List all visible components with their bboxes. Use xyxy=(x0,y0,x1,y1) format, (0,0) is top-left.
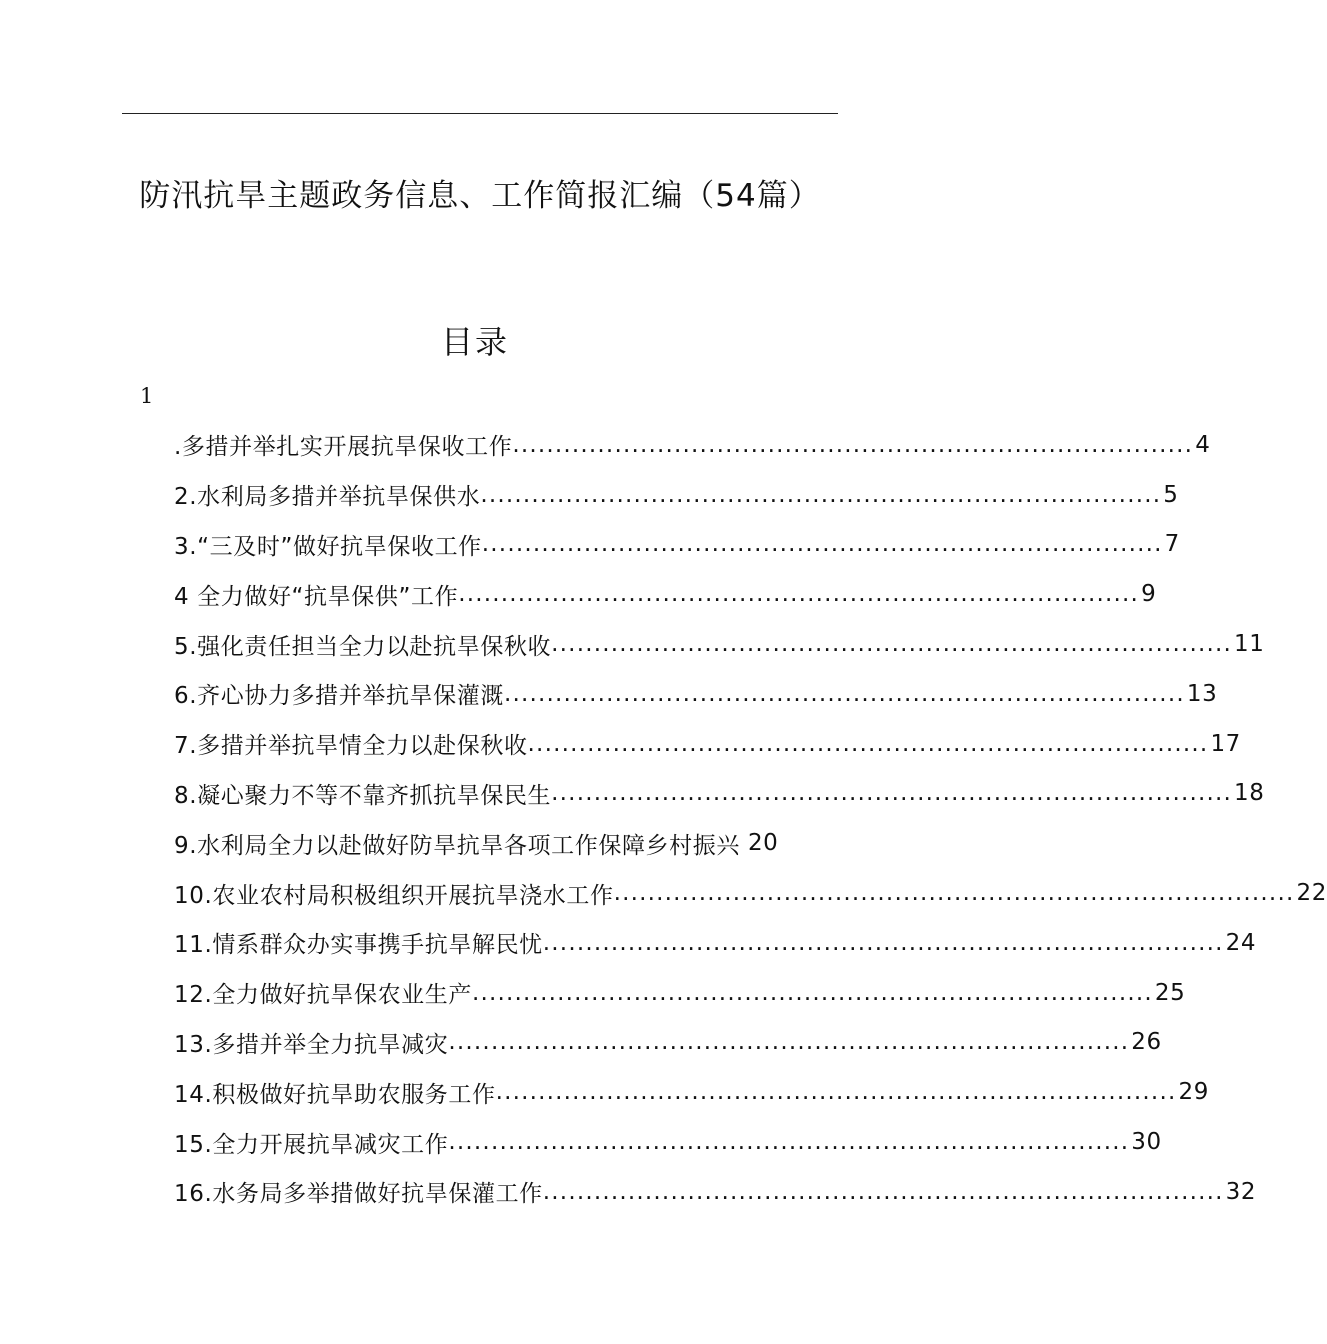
toc-entry-label: 7.多措并举抗旱情全力以赴保秋收 xyxy=(174,733,528,760)
toc-leader: ................................................................................ xyxy=(551,780,1233,807)
toc-entry[interactable] xyxy=(174,669,1218,719)
toc-entry-label: 9.水利局全力以赴做好防旱抗旱各项工作保障乡村振兴 xyxy=(174,832,740,859)
toc-entry-page: 4 xyxy=(1195,431,1211,458)
toc-entry-label: 8.凝心聚力不等不靠齐抓抗旱保民生 xyxy=(174,782,552,809)
toc-leader: ................................................................................ xyxy=(448,1029,1130,1056)
toc-entry-page: 7 xyxy=(1164,531,1180,558)
document-title: 防汛抗旱主题政务信息、工作简报汇编（54篇） xyxy=(139,178,821,214)
toc-leader: ................................................................................ xyxy=(481,531,1163,558)
toc-entry-page: 22 xyxy=(1296,880,1327,907)
toc-entry-page: 32 xyxy=(1225,1178,1257,1205)
toc-entry[interactable] xyxy=(174,1167,1257,1217)
toc-entry-label: 10.农业农村局积极组织开展抗旱浇水工作 xyxy=(174,882,614,909)
toc-entry-page: 29 xyxy=(1178,1079,1209,1106)
toc-entry-page: 20 xyxy=(747,830,779,857)
toc-entry-label: 11.情系群众办实事携手抗旱解民忧 xyxy=(174,932,543,959)
toc-heading: 目录 xyxy=(440,323,509,361)
toc-entry-page: 30 xyxy=(1131,1129,1162,1156)
toc-leader: ................................................................................ xyxy=(542,1178,1224,1205)
toc-entry-page: 11 xyxy=(1234,631,1265,658)
toc-entry[interactable] xyxy=(174,719,1241,769)
toc-entry-label: .多措并举扎实开展抗旱保收工作 xyxy=(174,434,513,461)
toc-leader: ................................................................................ xyxy=(551,631,1233,658)
toc-entry[interactable] xyxy=(174,619,1265,669)
toc-entry[interactable] xyxy=(174,918,1257,968)
toc-entry[interactable] xyxy=(174,818,784,868)
toc-entry-page: 25 xyxy=(1154,979,1186,1006)
header-rule xyxy=(122,113,838,114)
toc-entry[interactable] xyxy=(174,769,1265,819)
toc-entry[interactable] xyxy=(174,520,1180,570)
toc-entry[interactable] xyxy=(174,1018,1162,1068)
toc-entry-page: 5 xyxy=(1163,481,1179,508)
toc-entry-label: 14.积极做好抗旱助农服务工作 xyxy=(174,1081,496,1108)
toc-list xyxy=(174,420,1327,1217)
toc-leader: ................................................................................ xyxy=(527,730,1209,757)
toc-entry-label: 5.强化责任担当全力以赴抗旱保秋收 xyxy=(174,633,552,660)
toc-entry-label: 13.多措并举全力抗旱减灾 xyxy=(174,1031,449,1058)
toc-leader: ................................................................................ xyxy=(542,929,1224,956)
toc-entry-label: 2.水利局多措并举抗旱保供水 xyxy=(174,484,481,511)
toc-entry[interactable] xyxy=(174,470,1179,520)
toc-entry-page: 13 xyxy=(1186,680,1218,707)
toc-entry-label: 15.全力开展抗旱减灾工作 xyxy=(174,1131,449,1158)
stray-number: 1 xyxy=(140,384,154,408)
toc-entry-page: 9 xyxy=(1141,581,1157,608)
toc-entry[interactable] xyxy=(174,420,1211,470)
toc-entry-page: 24 xyxy=(1225,929,1257,956)
toc-entry[interactable] xyxy=(174,1117,1162,1167)
toc-leader: ................................................................................ xyxy=(471,979,1153,1006)
toc-leader: ................................................................................ xyxy=(448,1129,1130,1156)
toc-entry-page: 18 xyxy=(1234,780,1265,807)
toc-leader: ................................................................................ xyxy=(613,880,1295,907)
toc-entry-label: 4 全力做好“抗旱保供”工作 xyxy=(174,583,459,610)
toc-entry[interactable] xyxy=(174,968,1186,1018)
toc-entry[interactable] xyxy=(174,1067,1209,1117)
toc-leader: ................................................................................ xyxy=(495,1079,1177,1106)
toc-entry[interactable] xyxy=(174,569,1157,619)
toc-entry-label: 12.全力做好抗旱保农业生产 xyxy=(174,982,472,1009)
toc-entry-label: 3.“三及时”做好抗旱保收工作 xyxy=(174,533,482,560)
toc-entry-label: 16.水务局多举措做好抗旱保灌工作 xyxy=(174,1181,543,1208)
toc-leader: ................................................................................ xyxy=(480,481,1162,508)
toc-entry-label: 6.齐心协力多措并举抗旱保灌溉 xyxy=(174,683,504,710)
toc-entry-page: 26 xyxy=(1131,1029,1162,1056)
toc-entry[interactable] xyxy=(174,868,1327,918)
toc-entry-page: 17 xyxy=(1210,730,1241,757)
toc-leader: ................................................................................ xyxy=(512,431,1194,458)
toc-leader: ................................................................................ xyxy=(458,581,1140,608)
toc-leader: ................................................................................ xyxy=(503,680,1185,707)
